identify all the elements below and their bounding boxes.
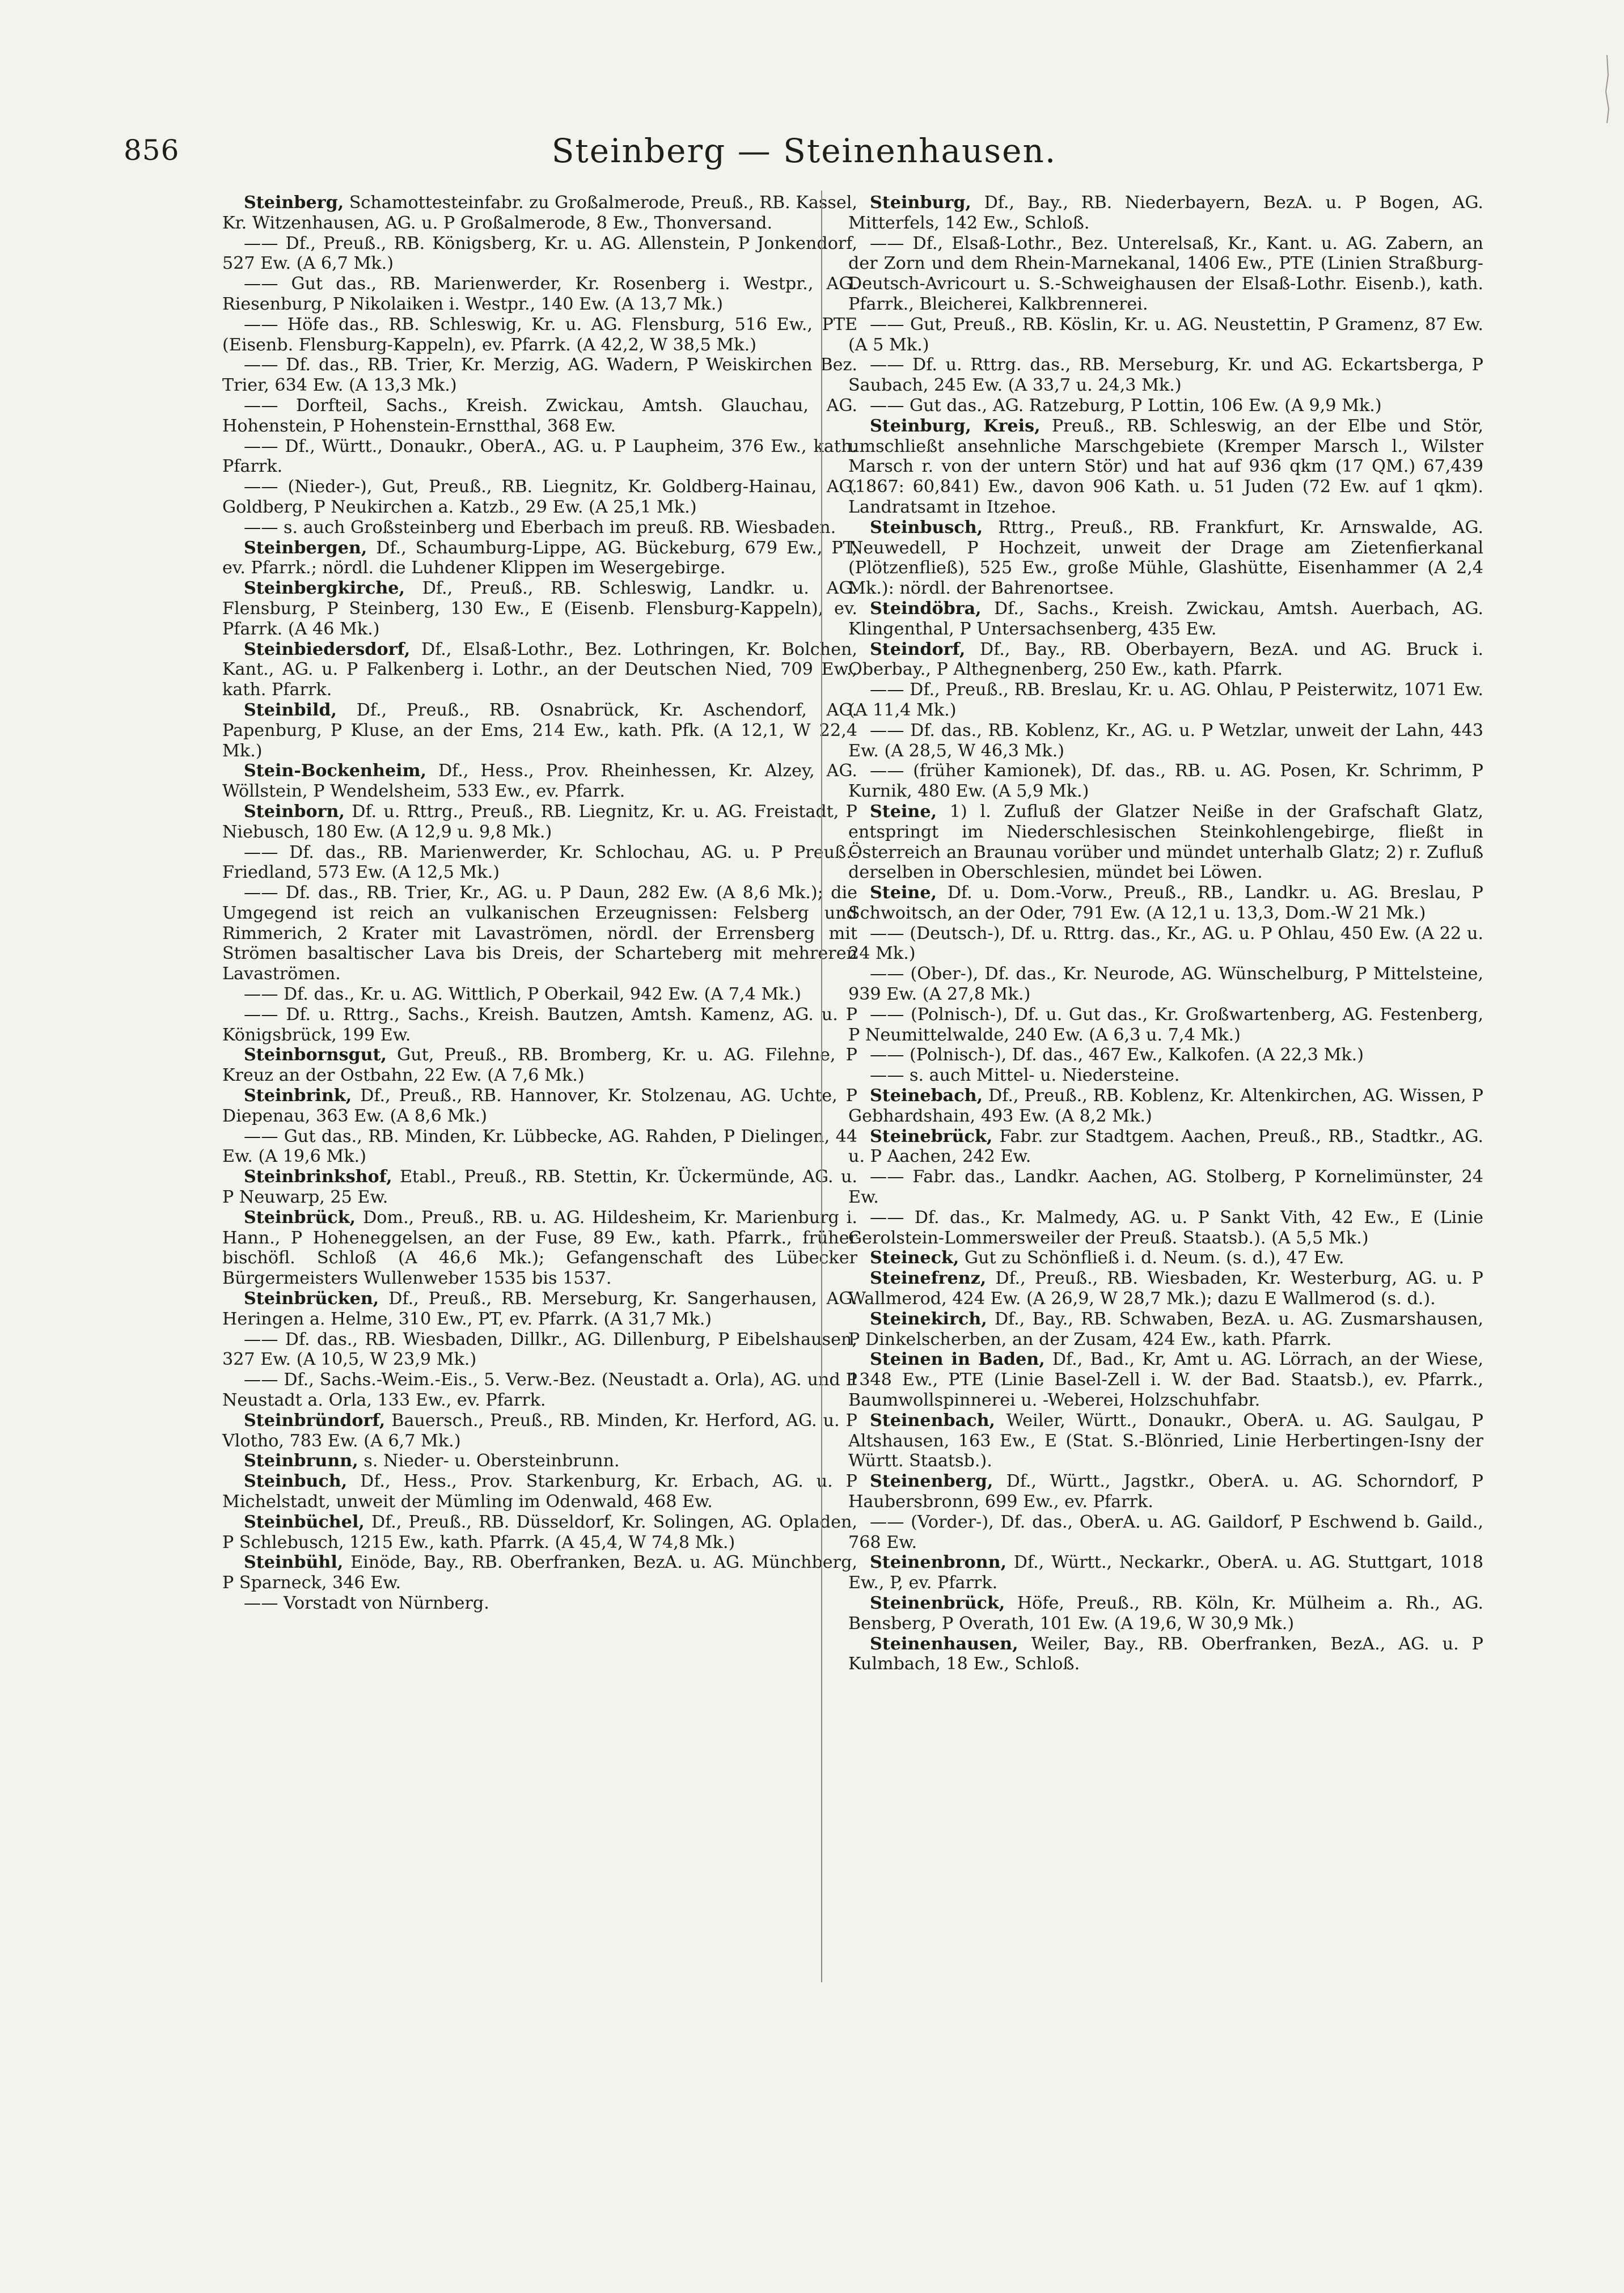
entry-text: —— Df. das., RB. Wiesbaden, Dillkr., AG. Dillenburg, P Eibelshausen, 327 Ew. (A 10,5, W 23,9 Mk.) bbox=[222, 1329, 857, 1370]
entry-text: —— Gut das., RB. Marienwerder, Kr. Rosenberg i. Westpr., AG. Riesenburg, P Nikolaiken i. Westpr., 140 Ew. (A 13,7 Mk.) bbox=[222, 274, 857, 314]
dictionary-entry bbox=[222, 355, 857, 396]
entry-headword: Steinbiedersdorf, bbox=[244, 639, 411, 659]
running-head: Steinberg — Steinenhausen. bbox=[551, 132, 1057, 170]
entry-text: —— Vorstadt von Nürnberg. bbox=[244, 1593, 489, 1613]
entry-text: Rttrg., Preuß., RB. Frankfurt, Kr. Arnswalde, AG. Neuwedell, P Hochzeit, unweit der Drage am Zietenfierkanal (Plötzenfließ), 525 Ew., große Mühle, Glashütte, Eisenhammer (A 2,4 Mk.): nördl. der Bahrenortsee. bbox=[848, 517, 1483, 599]
dictionary-entry bbox=[848, 883, 1483, 924]
dictionary-entry bbox=[848, 802, 1483, 883]
dictionary-entry bbox=[848, 1309, 1483, 1350]
entry-text: Etabl., Preuß., RB. Stettin, Kr. Ückermünde, AG. u. P Neuwarp, 25 Ew. bbox=[222, 1167, 857, 1208]
entry-text: Preuß., RB. Schleswig, an der Elbe und Stör, umschließt ansehnliche Marschgebiete (Kremper Marsch l., Wilster Marsch r. von der untern Stör) und hat auf 936 qkm (17 QM.) 67,439 (1867: 60,841) Ew., davon 906 Kath. u. 51 Juden (72 Ew. auf 1 qkm). Landratsamt in Itzehoe. bbox=[848, 416, 1483, 517]
entry-headword: Steinbrücken, bbox=[244, 1289, 379, 1309]
dictionary-entry bbox=[848, 964, 1483, 1005]
entry-headword: Steinborn, bbox=[244, 801, 345, 822]
dictionary-entry bbox=[848, 315, 1483, 356]
dictionary-entry bbox=[222, 1451, 857, 1471]
dictionary-entry bbox=[848, 1127, 1483, 1167]
dictionary-entry bbox=[222, 1005, 857, 1046]
entry-headword: Steinbrinkshof, bbox=[244, 1167, 392, 1187]
dictionary-entry bbox=[848, 680, 1483, 721]
entry-text: Df., Bay., RB. Oberbayern, BezA. und AG. Bruck i. Oberbay., P Althegnenberg, 250 Ew., kath. Pfarrk. bbox=[848, 639, 1483, 680]
dictionary-entry bbox=[848, 1349, 1483, 1410]
entry-text: —— s. auch Mittel- u. Niedersteine. bbox=[870, 1065, 1180, 1086]
entry-headword: Steinbrink, bbox=[244, 1086, 352, 1106]
dictionary-entry bbox=[848, 1167, 1483, 1208]
dictionary-entry bbox=[222, 396, 857, 437]
entry-text: 1) l. Zufluß der Glatzer Neiße in der Grafschaft Glatz, entspringt im Niederschlesischen Steinkohlengebirge, fließt in Österreich an Braunau vorüber und mündet unterhalb Glatz; 2) r. Zufluß derselben in Oberschlesien, mündet bei Löwen. bbox=[848, 801, 1483, 883]
dictionary-entry bbox=[848, 1086, 1483, 1127]
entry-text: —— (Polnisch-), Df. das., 467 Ew., Kalkofen. (A 22,3 Mk.) bbox=[870, 1045, 1364, 1065]
entry-text: Fabr. zur Stadtgem. Aachen, Preuß., RB., Stadtkr., AG. u. P Aachen, 242 Ew. bbox=[848, 1126, 1483, 1167]
dictionary-entry bbox=[222, 315, 857, 356]
column-divider bbox=[821, 191, 822, 1982]
entry-headword: Steinbüchel, bbox=[244, 1512, 365, 1532]
dictionary-entry bbox=[222, 1370, 857, 1411]
entry-text: Df. u. Dom.-Vorw., Preuß., RB., Landkr. u. AG. Breslau, P Schwoitsch, an der Oder, 791 Ew. (A 12,1 u. 13,3, Dom.-W 21 Mk.) bbox=[848, 883, 1483, 923]
entry-text: Df., Preuß., RB. Düsseldorf, Kr. Solingen, AG. Opladen, P Schlebusch, 1215 Ew., kath. Pfarrk. (A 45,4, W 74,8 Mk.) bbox=[222, 1512, 857, 1552]
dictionary-entry bbox=[848, 721, 1483, 761]
dictionary-entry bbox=[222, 1127, 857, 1167]
dictionary-entry bbox=[848, 1208, 1483, 1249]
entry-headword: Stein-Bockenheim, bbox=[244, 761, 427, 781]
dictionary-entry bbox=[848, 924, 1483, 964]
entry-headword: Steinbergen, bbox=[244, 538, 367, 558]
page-header bbox=[124, 132, 1485, 183]
entry-headword: Steinbusch, bbox=[870, 517, 983, 538]
entry-headword: Steine, bbox=[870, 883, 937, 903]
dictionary-entry bbox=[222, 538, 857, 579]
entry-headword: Steindorf, bbox=[870, 639, 966, 659]
entry-text: Df., Württ., Neckarkr., OberA. u. AG. Stuttgart, 1018 Ew., P, ev. Pfarrk. bbox=[848, 1552, 1483, 1593]
entry-text: —— Df., Württ., Donaukr., OberA., AG. u. P Laupheim, 376 Ew., kath. Pfarrk. bbox=[222, 436, 857, 477]
entry-text: Gut zu Schönfließ i. d. Neum. (s. d.), 47 Ew. bbox=[965, 1248, 1344, 1268]
entry-headword: Steinburg, bbox=[870, 193, 971, 213]
dictionary-entry bbox=[848, 1045, 1483, 1065]
entry-text: Df., Preuß., RB. Schleswig, Landkr. u. AG. Flensburg, P Steinberg, 130 Ew., E (Eisenb. Flensburg-Kappeln), ev. Pfarrk. (A 46 Mk.) bbox=[222, 578, 857, 639]
dictionary-entry bbox=[222, 984, 857, 1005]
dictionary-entry bbox=[848, 1248, 1483, 1268]
entry-text: Df., Preuß., RB. Wiesbaden, Kr. Westerburg, AG. u. P Wallmerod, 424 Ew. (A 26,9, W 28,7 Mk.); dazu E Wallmerod (s. d.). bbox=[848, 1268, 1483, 1309]
dictionary-entry bbox=[222, 578, 857, 639]
entry-headword: Steinbergkirche, bbox=[244, 578, 405, 599]
entry-headword: Steinenbach, bbox=[870, 1410, 996, 1431]
entry-headword: Steinbrunn, bbox=[244, 1451, 358, 1471]
dictionary-entry bbox=[222, 1167, 857, 1208]
entry-text: —— Gut das., RB. Minden, Kr. Lübbecke, AG. Rahden, P Dielingen, 44 Ew. (A 19,6 Mk.) bbox=[222, 1126, 857, 1167]
entry-text: —— Df., Preuß., RB. Breslau, Kr. u. AG. Ohlau, P Peisterwitz, 1071 Ew. (A 11,4 Mk.) bbox=[848, 680, 1483, 720]
entry-text: —— (Deutsch-), Df. u. Rttrg. das., Kr., AG. u. P Ohlau, 450 Ew. (A 22 u. 24 Mk.) bbox=[848, 923, 1483, 964]
entry-headword: Steinbühl, bbox=[244, 1552, 344, 1573]
entry-text: —— (Nieder-), Gut, Preuß., RB. Liegnitz, Kr. Goldberg-Hainau, AG. Goldberg, P Neukirchen a. Katzb., 29 Ew. (A 25,1 Mk.) bbox=[222, 477, 857, 517]
entry-text: Höfe, Preuß., RB. Köln, Kr. Mülheim a. Rh., AG. Bensberg, P Overath, 101 Ew. (A 19,6, W 30,9 Mk.) bbox=[848, 1593, 1483, 1634]
dictionary-entry bbox=[222, 1593, 857, 1614]
entry-text: Bauersch., Preuß., RB. Minden, Kr. Herford, AG. u. P Vlotho, 783 Ew. (A 6,7 Mk.) bbox=[222, 1410, 857, 1451]
entry-text: Gut, Preuß., RB. Bromberg, Kr. u. AG. Filehne, P Kreuz an der Ostbahn, 22 Ew. (A 7,6 Mk.) bbox=[222, 1045, 857, 1086]
entry-text: Df., Bad., Kr, Amt u. AG. Lörrach, an der Wiese, 1348 Ew., PTE (Linie Basel-Zell i. W. der Bad. Staatsb.), ev. Pfarrk., Baumwollspinnerei u. -Weberei, Holzschuhfabr. bbox=[848, 1349, 1483, 1411]
dictionary-entry bbox=[848, 1268, 1483, 1309]
entry-headword: Steinbild, bbox=[244, 700, 337, 720]
dictionary-entry bbox=[222, 477, 857, 518]
entry-text: Df., Bay., RB. Schwaben, BezA. u. AG. Zusmarshausen, P Dinkelscherben, an der Zusam, 424 Ew., kath. Pfarrk. bbox=[848, 1309, 1483, 1349]
left-column bbox=[222, 193, 857, 1614]
dictionary-entry bbox=[222, 761, 857, 802]
dictionary-entry bbox=[848, 396, 1483, 416]
entry-text: Df., Preuß., RB. Osnabrück, Kr. Aschendorf, AG. Papenburg, P Kluse, an der Ems, 214 Ew., kath. Pfk. (A 12,1, W 22,4 Mk.) bbox=[222, 700, 857, 761]
entry-text: Df., Hess., Prov. Rheinhessen, Kr. Alzey, AG. Wöllstein, P Wendelsheim, 533 Ew., ev. Pfarrk. bbox=[222, 761, 857, 802]
dictionary-entry bbox=[222, 1411, 857, 1452]
dictionary-entry bbox=[222, 518, 857, 538]
dictionary-entry bbox=[848, 761, 1483, 802]
entry-text: —— Df. das., RB. Trier, Kr. Merzig, AG. Wadern, P Weiskirchen Bez. Trier, 634 Ew. (A 13,3 Mk.) bbox=[222, 355, 857, 396]
dictionary-entry bbox=[848, 1411, 1483, 1471]
entry-headword: Steinenbrück, bbox=[870, 1593, 1005, 1613]
entry-text: —— Df. das., Kr. u. AG. Wittlich, P Oberkail, 942 Ew. (A 7,4 Mk.) bbox=[244, 984, 801, 1005]
entry-text: —— Df., Elsaß-Lothr., Bez. Unterelsaß, Kr., Kant. u. AG. Zabern, an der Zorn und dem Rhein-Marnekanal, 1406 Ew., PTE (Linien Straßburg-Deutsch-Avricourt u. S.-Schweighausen der Elsaß-Lothr. Eisenb.), kath. Pfarrk., Bleicherei, Kalkbrennerei. bbox=[848, 233, 1483, 314]
entry-text: Dom., Preuß., RB. u. AG. Hildesheim, Kr. Marienburg i. Hann., P Hoheneggelsen, an der Fuse, 89 Ew., kath. Pfarrk., früher bischöfl. Schloß (A 46,6 Mk.); Gefangenschaft des Lübecker Bürgermeisters Wullenweber 1535 bis 1537. bbox=[222, 1207, 857, 1289]
entry-text: Df., Elsaß-Lothr., Bez. Lothringen, Kr. Bolchen, Kant., AG. u. P Falkenberg i. Lothr., an der Deutschen Nied, 709 Ew., kath. Pfarrk. bbox=[222, 639, 857, 700]
entry-headword: Steinburg, Kreis, bbox=[870, 416, 1041, 436]
entry-text: s. Nieder- u. Obersteinbrunn. bbox=[363, 1451, 620, 1471]
entry-headword: Steinebrück, bbox=[870, 1126, 993, 1146]
dictionary-entry bbox=[222, 1045, 857, 1086]
entry-text: —— (früher Kamionek), Df. das., RB. u. AG. Posen, Kr. Schrimm, P Kurnik, 480 Ew. (A 5,9 Mk.) bbox=[848, 761, 1483, 802]
entry-headword: Steinenberg, bbox=[870, 1471, 993, 1492]
entry-headword: Steine, bbox=[870, 801, 937, 822]
entry-text: Weiler, Württ., Donaukr., OberA. u. AG. Saulgau, P Altshausen, 163 Ew., E (Stat. S.-Blönried, Linie Herbertingen-Isny der Württ. Staatsb.). bbox=[848, 1410, 1483, 1471]
dictionary-entry bbox=[222, 1208, 857, 1289]
entry-text: Df., Preuß., RB. Koblenz, Kr. Altenkirchen, AG. Wissen, P Gebhardshain, 493 Ew. (A 8,2 Mk.) bbox=[848, 1086, 1483, 1126]
right-column bbox=[848, 193, 1483, 1674]
entry-text: —— Df. das., RB. Koblenz, Kr., AG. u. P Wetzlar, unweit der Lahn, 443 Ew. (A 28,5, W 46,3 Mk.) bbox=[848, 720, 1483, 761]
entry-headword: Steinenhausen, bbox=[870, 1634, 1018, 1654]
entry-text: Einöde, Bay., RB. Oberfranken, BezA. u. AG. Münchberg, P Sparneck, 346 Ew. bbox=[222, 1552, 858, 1593]
dictionary-entry bbox=[848, 1552, 1483, 1593]
dictionary-entry bbox=[848, 640, 1483, 680]
dictionary-entry bbox=[848, 1512, 1483, 1553]
dictionary-entry bbox=[848, 416, 1483, 518]
entry-text: Df., Hess., Prov. Starkenburg, Kr. Erbach, AG. u. P Michelstadt, unweit der Mümling im Odenwald, 468 Ew. bbox=[222, 1471, 857, 1512]
entry-text: —— Df. das., RB. Trier, Kr., AG. u. P Daun, 282 Ew. (A 8,6 Mk.); die Umgegend ist reich an vulkanischen Erzeugnissen: Felsberg und Rimmerich, 2 Krater mit Lavaströmen, nördl. der Errensberg mit Strömen basaltischer Lava bis Dreis, der Scharteberg mit mehreren Lavaströmen. bbox=[222, 883, 857, 984]
dictionary-entry bbox=[222, 1330, 857, 1370]
entry-headword: Steineck, bbox=[870, 1248, 959, 1268]
entry-text: Weiler, Bay., RB. Oberfranken, BezA., AG. u. P Kulmbach, 18 Ew., Schloß. bbox=[848, 1634, 1483, 1674]
entry-headword: Steinbrück, bbox=[244, 1207, 356, 1228]
entry-text: —— Df. u. Rttrg., Sachs., Kreish. Bautzen, Amtsh. Kamenz, AG. u. P Königsbrück, 199 Ew. bbox=[222, 1004, 857, 1045]
page-number: 856 bbox=[124, 134, 180, 167]
page-edge-mark bbox=[1590, 52, 1624, 126]
dictionary-entry bbox=[848, 1005, 1483, 1046]
entry-text: —— Df. das., RB. Marienwerder, Kr. Schlochau, AG. u. P Preuß.-Friedland, 573 Ew. (A 12,5 Mk.) bbox=[222, 842, 857, 883]
entry-text: Df., Württ., Jagstkr., OberA. u. AG. Schorndorf, P Haubersbronn, 699 Ew., ev. Pfarrk. bbox=[848, 1471, 1483, 1512]
entry-text: —— Df. u. Rttrg. das., RB. Merseburg, Kr. und AG. Eckartsberga, P Saubach, 245 Ew. (A 33,7 u. 24,3 Mk.) bbox=[848, 355, 1483, 396]
dictionary-entry bbox=[848, 518, 1483, 599]
dictionary-entry bbox=[222, 802, 857, 843]
dictionary-entry bbox=[222, 640, 857, 700]
dictionary-entry bbox=[848, 1471, 1483, 1512]
entry-text: Df., Bay., RB. Niederbayern, BezA. u. P Bogen, AG. Mitterfels, 142 Ew., Schloß. bbox=[848, 193, 1483, 233]
entry-text: —— Dorfteil, Sachs., Kreish. Zwickau, Amtsh. Glauchau, AG. Hohenstein, P Hohenstein-Ernstthal, 368 Ew. bbox=[222, 395, 857, 436]
dictionary-entry bbox=[222, 274, 857, 315]
dictionary-entry bbox=[848, 355, 1483, 396]
entry-text: —— Höfe das., RB. Schleswig, Kr. u. AG. Flensburg, 516 Ew., PTE (Eisenb. Flensburg-Kappeln), ev. Pfarrk. (A 42,2, W 38,5 Mk.) bbox=[222, 314, 857, 355]
entry-text: Df., Preuß., RB. Hannover, Kr. Stolzenau, AG. Uchte, P Diepenau, 363 Ew. (A 8,6 Mk.) bbox=[222, 1086, 857, 1126]
entry-text: —— s. auch Großsteinberg und Eberbach im preuß. RB. Wiesbaden. bbox=[244, 517, 836, 538]
dictionary-entry bbox=[222, 1552, 857, 1593]
entry-text: —— (Polnisch-), Df. u. Gut das., Kr. Großwartenberg, AG. Festenberg, P Neumittelwalde, 240 Ew. (A 6,3 u. 7,4 Mk.) bbox=[848, 1004, 1483, 1045]
dictionary-entry bbox=[222, 700, 857, 761]
entry-text: Df., Schaumburg-Lippe, AG. Bückeburg, 679 Ew., PT, ev. Pfarrk.; nördl. die Luhdener Klippen im Wesergebirge. bbox=[222, 538, 857, 578]
dictionary-entry bbox=[848, 193, 1483, 234]
dictionary-entry bbox=[222, 843, 857, 883]
entry-text: —— Gut, Preuß., RB. Köslin, Kr. u. AG. Neustettin, P Gramenz, 87 Ew. (A 5 Mk.) bbox=[848, 314, 1483, 355]
dictionary-entry bbox=[222, 1086, 857, 1127]
dictionary-entry bbox=[848, 599, 1483, 640]
entry-headword: Steindöbra, bbox=[870, 598, 982, 619]
dictionary-entry bbox=[848, 1634, 1483, 1675]
entry-text: —— Df. das., Kr. Malmedy, AG. u. P Sankt Vith, 42 Ew., E (Linie Gerolstein-Lommersweiler der Preuß. Staatsb.). (A 5,5 Mk.) bbox=[848, 1207, 1483, 1248]
dictionary-entry bbox=[222, 883, 857, 984]
entry-text: Df., Sachs., Kreish. Zwickau, Amtsh. Auerbach, AG. Klingenthal, P Untersachsenberg, 435 Ew. bbox=[848, 598, 1483, 639]
entry-headword: Steinberg, bbox=[244, 193, 344, 213]
entry-text: —— (Vorder-), Df. das., OberA. u. AG. Gaildorf, P Eschwend b. Gaild., 768 Ew. bbox=[848, 1512, 1483, 1552]
entry-headword: Steinebach, bbox=[870, 1086, 983, 1106]
entry-headword: Steinbründorf, bbox=[244, 1410, 386, 1431]
entry-text: —— (Ober-), Df. das., Kr. Neurode, AG. Wünschelburg, P Mittelsteine, 939 Ew. (A 27,8 Mk.) bbox=[848, 964, 1483, 1005]
dictionary-entry bbox=[222, 437, 857, 477]
dictionary-entry bbox=[848, 1593, 1483, 1634]
dictionary-entry bbox=[848, 234, 1483, 315]
dictionary-entry bbox=[222, 1512, 857, 1553]
entry-text: —— Df., Preuß., RB. Königsberg, Kr. u. AG. Allenstein, P Jonkendorf, 527 Ew. (A 6,7 Mk.) bbox=[222, 233, 857, 274]
dictionary-entry bbox=[848, 1065, 1483, 1086]
dictionary-entry bbox=[222, 193, 857, 234]
entry-text: Schamottesteinfabr. zu Großalmerode, Preuß., RB. Kassel, Kr. Witzenhausen, AG. u. P Großalmerode, 8 Ew., Thonversand. bbox=[222, 193, 857, 233]
entry-headword: Steinbornsgut, bbox=[244, 1045, 387, 1065]
dictionary-entry bbox=[222, 1289, 857, 1330]
entry-text: —— Gut das., AG. Ratzeburg, P Lottin, 106 Ew. (A 9,9 Mk.) bbox=[870, 395, 1382, 416]
entry-headword: Steinen in Baden, bbox=[870, 1349, 1045, 1370]
dictionary-entry bbox=[222, 234, 857, 274]
entry-text: —— Fabr. das., Landkr. Aachen, AG. Stolberg, P Kornelimünster, 24 Ew. bbox=[848, 1167, 1483, 1208]
entry-headword: Steinefrenz, bbox=[870, 1268, 987, 1289]
entry-text: —— Df., Sachs.-Weim.-Eis., 5. Verw.-Bez. (Neustadt a. Orla), AG. und P Neustadt a. Orla, 133 Ew., ev. Pfarrk. bbox=[222, 1370, 857, 1411]
dictionary-entry bbox=[222, 1471, 857, 1512]
entry-headword: Steinekirch, bbox=[870, 1309, 987, 1329]
entry-text: Df. u. Rttrg., Preuß., RB. Liegnitz, Kr. u. AG. Freistadt, P Niebusch, 180 Ew. (A 12,9 u. 9,8 Mk.) bbox=[222, 801, 857, 842]
entry-headword: Steinenbronn, bbox=[870, 1552, 1007, 1573]
entry-text: Df., Preuß., RB. Merseburg, Kr. Sangerhausen, AG. Heringen a. Helme, 310 Ew., PT, ev. Pfarrk. (A 31,7 Mk.) bbox=[222, 1289, 857, 1329]
entry-headword: Steinbuch, bbox=[244, 1471, 348, 1492]
